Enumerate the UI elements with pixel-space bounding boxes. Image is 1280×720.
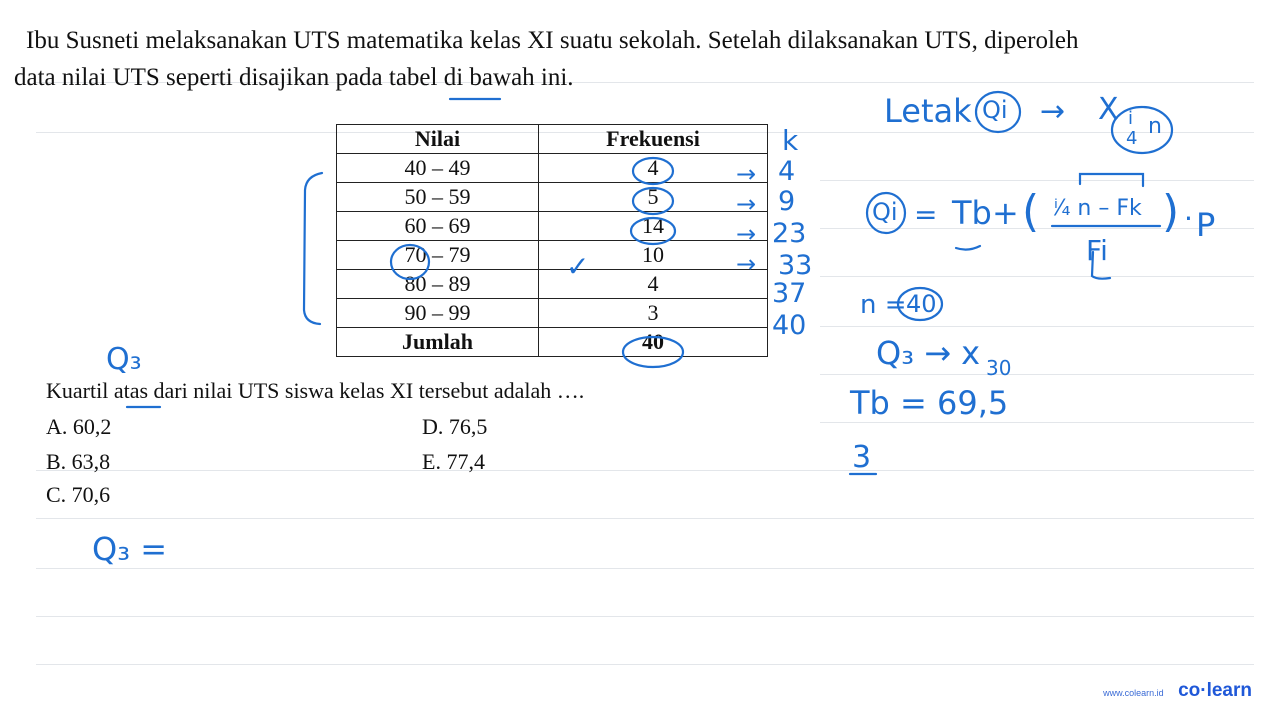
hand-qi-letak: Qi xyxy=(982,96,1008,124)
hand-arrow: → xyxy=(736,160,757,188)
option-e[interactable]: E. 77,4 xyxy=(422,449,485,474)
circle-total-40 xyxy=(623,337,683,367)
cell-frekuensi: 5 xyxy=(539,183,768,212)
hand-cumulative: 33 xyxy=(778,250,813,281)
hand-x-sub: X xyxy=(1098,92,1119,127)
hand-formula-den: Fi xyxy=(1086,234,1108,267)
hand-cumulative: 4 xyxy=(778,156,796,187)
cell-nilai: 60 – 69 xyxy=(337,212,539,241)
hand-three: 3 xyxy=(852,440,872,475)
option-b[interactable]: B. 63,8 xyxy=(46,449,111,474)
problem-line-2: data nilai UTS seperti disajikan pada tabel di bawah ini. xyxy=(14,64,574,91)
colearn-logo xyxy=(1103,680,1252,702)
circle-class-70 xyxy=(391,245,429,279)
hand-cumulative: 9 xyxy=(778,186,796,217)
hand-formula-lhs: Qi xyxy=(872,198,898,226)
header-frekuensi: Frekuensi xyxy=(539,125,768,154)
total-label: Jumlah xyxy=(337,328,539,357)
cell-nilai: 50 – 59 xyxy=(337,183,539,212)
hand-formula-tb: Tb xyxy=(952,194,992,232)
cell-frekuensi: 3 xyxy=(539,299,768,328)
question-text: Kuartil atas dari nilai UTS siswa kelas XI tersebut adalah …. xyxy=(46,378,585,403)
hand-cumulative: 40 xyxy=(772,310,807,341)
hand-cumulative: 23 xyxy=(772,218,807,249)
circle-frac xyxy=(1112,107,1172,153)
logo-brand: co·learn xyxy=(1178,680,1252,701)
option-c[interactable]: C. 70,6 xyxy=(46,482,111,507)
header-nilai: Nilai xyxy=(337,125,539,154)
hand-formula-close: ) xyxy=(1162,186,1180,237)
cell-nilai: 90 – 99 xyxy=(337,299,539,328)
hand-formula-num: ⁱ⁄₄ n – Fk xyxy=(1054,196,1142,221)
cell-frekuensi: 4 xyxy=(539,270,768,299)
hand-arrow: → xyxy=(736,190,757,218)
logo-url: www.colearn.id xyxy=(1103,688,1164,698)
underline-tb xyxy=(956,246,980,250)
cell-nilai: 80 – 89 xyxy=(337,270,539,299)
hand-q3-margin: Q₃ xyxy=(106,342,142,377)
hand-letak: Letak xyxy=(884,92,972,130)
cell-frekuensi: 10 xyxy=(539,241,768,270)
hand-arrow: → xyxy=(736,250,757,278)
left-bracket-stroke xyxy=(304,173,322,324)
option-d[interactable]: D. 76,5 xyxy=(422,414,488,439)
cell-nilai: 40 – 49 xyxy=(337,154,539,183)
circle-freq-5 xyxy=(633,188,673,214)
hand-q3-x-sub: 30 xyxy=(986,356,1012,380)
problem-line-1: Ibu Susneti melaksanakan UTS matematika kelas XI suatu sekolah. Setelah dilaksanakan UTS, diperoleh xyxy=(26,27,1079,54)
hand-tb-line: Tb = 69,5 xyxy=(850,384,1009,422)
cell-frekuensi: 4 xyxy=(539,154,768,183)
hand-arrow: → xyxy=(736,220,757,248)
circle-freq-4 xyxy=(633,158,673,184)
hand-n-val: 40 xyxy=(906,290,937,318)
hand-formula-plus: + xyxy=(992,194,1019,232)
hand-arrow-letak: → xyxy=(1040,94,1066,129)
option-a[interactable]: A. 60,2 xyxy=(46,414,112,439)
cell-frekuensi: 14 xyxy=(539,212,768,241)
hand-q3-eq: Q₃ = xyxy=(92,530,167,568)
check-icon: ✓ xyxy=(566,250,590,283)
total-value: 40 xyxy=(539,328,768,357)
hand-formula-eq: = xyxy=(914,198,938,231)
hand-q3-x: Q₃ → x xyxy=(876,334,981,372)
hand-k-label: k xyxy=(782,124,799,157)
overline-frac xyxy=(1080,174,1143,186)
hand-cumulative: 37 xyxy=(772,278,807,309)
cell-nilai: 70 – 79 xyxy=(337,241,539,270)
hand-frac-den: 4 xyxy=(1126,128,1138,149)
circle-freq-14 xyxy=(631,218,675,244)
hand-formula-p: P xyxy=(1196,206,1216,244)
hand-frac-n: n xyxy=(1148,114,1162,139)
hand-formula-open: ( xyxy=(1022,186,1040,237)
hand-frac-num: i xyxy=(1128,108,1134,129)
hand-n-eq: n = xyxy=(860,290,907,320)
hand-formula-mult: · xyxy=(1184,202,1193,235)
